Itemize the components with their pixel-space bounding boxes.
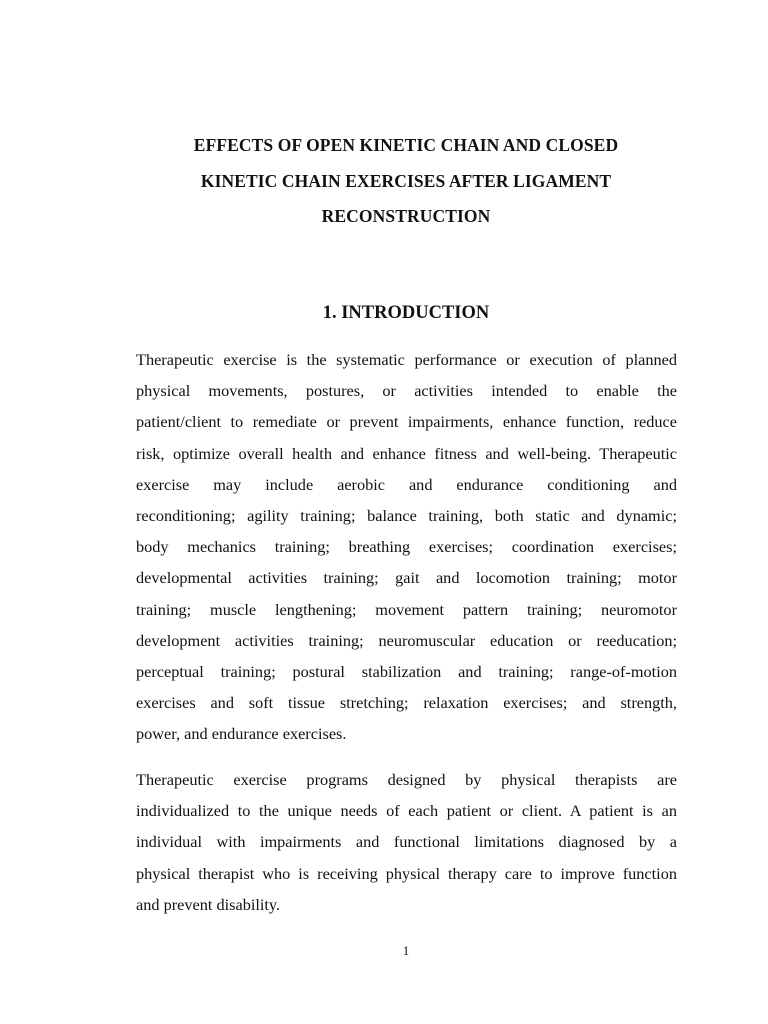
paragraph-line: risk, optimize overall health and enhance fitness and well-being. Therapeutic xyxy=(136,443,677,463)
paragraph-line: individual with impairments and functional limitations diagnosed by a xyxy=(136,832,677,852)
paragraph-line: and prevent disability. xyxy=(136,894,281,914)
paragraph-line: exercises and soft tissue stretching; relaxation exercises; and strength, xyxy=(136,693,677,713)
paragraph-line: developmental activities training; gait and locomotion training; motor xyxy=(136,568,677,588)
paragraph-line: individualized to the unique needs of each patient or client. A patient is an xyxy=(136,801,677,821)
paragraph-line: Therapeutic exercise is the systematic performance or execution of planned xyxy=(136,350,677,369)
title-line: RECONSTRUCTION xyxy=(321,206,491,226)
document-title xyxy=(100,128,712,235)
paragraph-2 xyxy=(136,764,677,920)
page-number: 1 xyxy=(402,943,410,958)
paragraph-line: development activities training; neuromuscular education or reeducation; xyxy=(136,630,677,650)
section-heading: 1. INTRODUCTION xyxy=(322,303,490,323)
paragraph-line: Therapeutic exercise programs designed by physical therapists are xyxy=(136,770,677,789)
paragraph-line: reconditioning; agility training; balance training, both static and dynamic; xyxy=(136,505,677,525)
paragraph-line: training; muscle lengthening; movement pattern training; neuromotor xyxy=(136,599,677,619)
title-line: EFFECTS OF OPEN KINETIC CHAIN AND CLOSED xyxy=(193,135,619,155)
paragraph-line: power, and endurance exercises. xyxy=(136,724,347,744)
paragraph-line: perceptual training; postural stabilization and training; range-of-motion xyxy=(136,661,677,681)
paragraph-line: exercise may include aerobic and endurance conditioning and xyxy=(136,474,677,494)
title-line: KINETIC CHAIN EXERCISES AFTER LIGAMENT xyxy=(200,170,612,191)
paragraph-line: body mechanics training; breathing exercises; coordination exercises; xyxy=(136,537,677,557)
paragraph-1 xyxy=(136,344,677,749)
paragraph-line: physical therapist who is receiving physical therapy care to improve function xyxy=(136,863,677,883)
paragraph-line: physical movements, postures, or activities intended to enable the xyxy=(136,381,677,401)
paragraph-line: patient/client to remediate or prevent impairments, enhance function, reduce xyxy=(136,412,677,432)
